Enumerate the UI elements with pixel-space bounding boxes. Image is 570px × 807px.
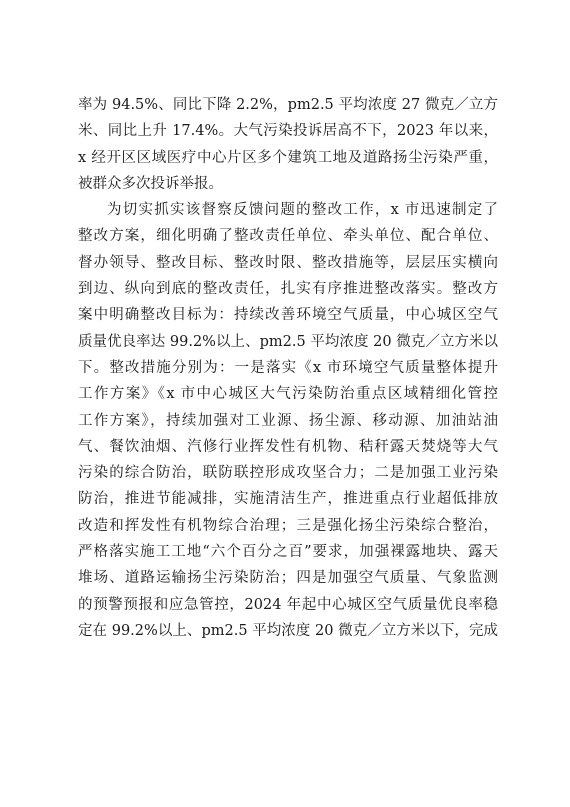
text-line: 防治，推进节能减排，实施清洁生产，推进重点行业超低排放 [78,491,498,508]
text-line: 严格落实施工工地“六个百分之百”要求，加强裸露地块、露天 [78,544,498,561]
text-line: x 经开区区域医疗中心片区多个建筑工地及道路扬尘污染严重， [78,149,498,166]
text-line: 为切实抓实该督察反馈问题的整改工作，x 市迅速制定了 [107,202,498,219]
text-line: 被群众多次投诉举报。 [78,175,223,192]
text-line: 堆场、道路运输扬尘污染防治；四是加强空气质量、气象监测 [78,570,498,587]
text-line: 到边、纵向到底的整改责任，扎实有序推进整改落实。整改方 [78,281,498,298]
body-text [78,92,498,644]
text-line: 下。整改措施分别为：一是落实《x 市环境空气质量整体提升 [78,359,498,376]
text-line: 率为 94.5%、同比下降 2.2%，pm2.5 平均浓度 27 微克／立方 [78,97,498,113]
text-line: 气、餐饮油烟、汽修行业挥发性有机物、秸秆露天焚烧等大气 [78,438,498,455]
text-line: 定在 99.2%以上、pm2.5 平均浓度 20 微克／立方米以下，完成 [78,622,498,639]
text-line: 案中明确整改目标为：持续改善环境空气质量，中心城区空气 [78,307,498,324]
text-line: 工作方案》《x 市中心城区大气污染防治重点区域精细化管控 [78,386,498,403]
text-line: 米、同比上升 17.4%。大气污染投诉居高不下，2023 年以来， [78,123,498,140]
text-line: 改造和挥发性有机物综合治理；三是强化扬尘污染综合整治， [78,517,498,534]
paragraph-1 [78,92,498,197]
text-line: 污染的综合防治，联防联控形成攻坚合力；二是加强工业污染 [78,465,498,482]
text-line: 的预警预报和应急管控，2024 年起中心城区空气质量优良率稳 [78,596,498,613]
text-line: 工作方案》，持续加强对工业源、扬尘源、移动源、加油站油 [78,412,498,429]
text-line: 督办领导、整改目标、整改时限、整改措施等，层层压实横向 [78,254,498,271]
paragraph-2 [78,197,498,644]
text-line: 整改方案，细化明确了整改责任单位、牵头单位、配合单位、 [78,228,498,245]
text-line: 质量优良率达 99.2%以上、pm2.5 平均浓度 20 微克／立方米以 [78,333,498,350]
